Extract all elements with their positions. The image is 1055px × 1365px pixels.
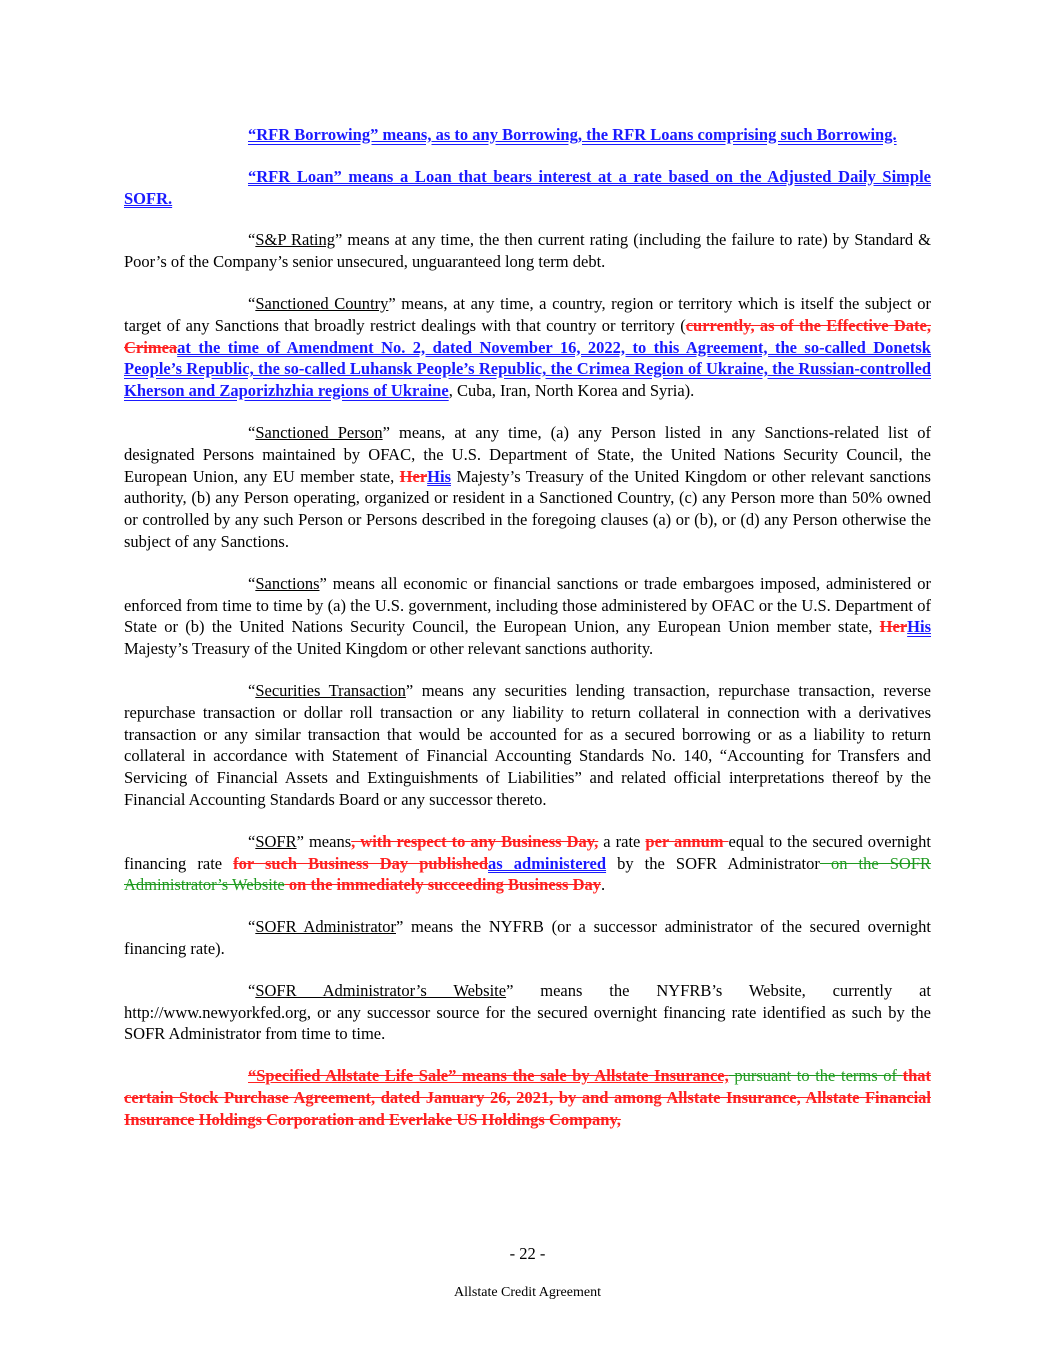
definition-body: ” means the NYFRB (or a successor administrator of the secured overnight financing rate). bbox=[124, 917, 931, 958]
inserted-text: as administered bbox=[488, 853, 607, 873]
definition-body: ” means, at any time, a country, region or territory which is itself the subject or target of any Sanctions that broadly restrict dealings with that country or territory ( bbox=[124, 293, 931, 335]
open-quote: “ bbox=[248, 680, 256, 700]
defined-term: SOFR Administrator’s Website bbox=[255, 980, 507, 1000]
inserted-text: His bbox=[907, 617, 931, 637]
definition-sofr bbox=[124, 831, 931, 896]
defined-term: SOFR bbox=[255, 831, 297, 851]
definition-rfr-borrowing bbox=[124, 124, 931, 146]
page-number: - 22 - bbox=[509, 1244, 546, 1263]
definition-rfr-loan bbox=[124, 166, 931, 210]
definition-body: ” means, at any time, (a) any Person listed in any Sanctions-related list of designated Persons maintained by OFAC, the U.S. Department of State, the United Nations Security Council, the European Union, any EU member state, bbox=[124, 422, 932, 486]
defined-term: Securities Transaction bbox=[255, 680, 406, 700]
open-quote: “ bbox=[248, 422, 256, 442]
page-footer: Allstate Credit Agreement bbox=[454, 1285, 601, 1300]
definition-body: ” means the NYFRB’s Website, currently at http://www.newyorkfed.org, or any successor source for the secured overnight financing rate identified as such by the SOFR Administrator from time to time. bbox=[124, 980, 932, 1044]
definition-body: , Cuba, Iran, North Korea and Syria). bbox=[448, 381, 695, 401]
open-quote: “ bbox=[248, 293, 256, 313]
inserted-text: at the time of Amendment No. 2, dated November 16, 2022, to this Agreement, the so-called Donetsk People’s Republic, the so-called Luhansk People’s Republic, the Crimea Region of Ukraine, the Russian-controlled Kherson and Zaporizhzhia regions of Ukraine bbox=[124, 337, 931, 401]
definition-body: ” means at any time, the then current rating (including the failure to rate) by Standard & Poor’s of the Company’s senior unsecured, unguaranteed long term debt. bbox=[124, 230, 931, 272]
defined-term: S&P Rating bbox=[255, 230, 335, 250]
open-quote: “ bbox=[248, 831, 256, 851]
defined-term: Sanctioned Country bbox=[255, 293, 389, 313]
open-quote: “ bbox=[248, 980, 256, 1000]
definition-sanctioned-country bbox=[124, 293, 931, 402]
definition-securities-transaction bbox=[124, 680, 931, 811]
definition-sofr-administrator-website bbox=[124, 980, 931, 1045]
document-page bbox=[124, 124, 931, 1150]
inserted-text: “RFR Loan” means a Loan that bears interest at a rate based on the Adjusted Daily Simple SOFR. bbox=[124, 166, 931, 208]
open-quote: “ bbox=[248, 917, 256, 937]
deleted-text: Her bbox=[399, 466, 428, 486]
definition-sanctions bbox=[124, 573, 931, 660]
defined-term: Sanctioned Person bbox=[255, 422, 383, 442]
definition-sofr-administrator bbox=[124, 916, 931, 960]
moved-text: pursuant to the terms of bbox=[728, 1066, 903, 1086]
deleted-text: Her bbox=[879, 617, 908, 637]
deleted-text: on the immediately succeeding Business Day bbox=[284, 875, 602, 895]
definition-sp-rating bbox=[124, 229, 931, 273]
definition-body: equal to the secured overnight financing rate bbox=[124, 831, 931, 873]
definition-specified-allstate-life-sale bbox=[124, 1065, 931, 1130]
open-quote: “ bbox=[248, 573, 256, 593]
definition-body: ” means bbox=[296, 831, 352, 851]
defined-term: Sanctions bbox=[255, 573, 320, 593]
definition-body: by the SOFR Administrator bbox=[606, 853, 820, 873]
moved-text: on the SOFR Administrator’s Website bbox=[124, 853, 932, 895]
definition-body: a rate bbox=[598, 831, 646, 851]
definition-body: . bbox=[601, 875, 606, 895]
deleted-text: for such Business Day published bbox=[233, 853, 489, 873]
definition-sanctioned-person bbox=[124, 422, 931, 553]
deleted-text: , with respect to any Business Day, bbox=[351, 831, 599, 851]
definition-body: ” means any securities lending transaction, repurchase transaction, reverse repurchase transaction or dollar roll transaction or any liability to return collateral in connection with a derivatives transaction or any similar transaction that would be accounted for as a secured borrowing or as a liability to return collateral in accordance with Statement of Financial Accounting Standards No. 140, “Accounting for Transfers and Servicing of Financial Assets and Extinguishments of Liabilities” and related official interpretations thereof by the Financial Accounting Standards Board or any successor thereto. bbox=[124, 680, 931, 809]
inserted-text: “RFR Borrowing” means, as to any Borrowing, the RFR Loans comprising such Borrowing. bbox=[248, 125, 897, 144]
definition-body: Majesty’s Treasury of the United Kingdom or other relevant sanctions authority. bbox=[124, 639, 654, 659]
definition-body: Majesty’s Treasury of the United Kingdom or other relevant sanctions authority, (b) any Person operating, organized or resident in a Sanctioned Country, (c) any Person more than 50% owned or controlled by any such Person or Persons described in the foregoing clauses (a) or (b), or (d) any Person otherwise the subject of any Sanctions. bbox=[124, 466, 931, 551]
deleted-text: “Specified Allstate Life Sale” means the sale by Allstate Insurance, bbox=[248, 1066, 729, 1086]
definition-body: ” means all economic or financial sanctions or trade embargoes imposed, administered or enforced from time to time by (a) the U.S. government, including those administered by OFAC or the U.S. Department of State or (b) the United Nations Security Council, the European Union, any European Union member state, bbox=[124, 573, 931, 637]
inserted-text: His bbox=[427, 466, 451, 486]
deleted-text: that certain Stock Purchase Agreement, dated January 26, 2021, by and among Allstate Insurance, Allstate Financial Insurance Holdings Corporation and Everlake US Holdings Company, bbox=[124, 1066, 932, 1129]
defined-term: SOFR Administrator bbox=[255, 917, 396, 937]
open-quote: “ bbox=[248, 230, 256, 250]
deleted-text: currently, as of the Effective Date, Crimea bbox=[124, 315, 931, 357]
deleted-text: per annum bbox=[645, 831, 729, 851]
